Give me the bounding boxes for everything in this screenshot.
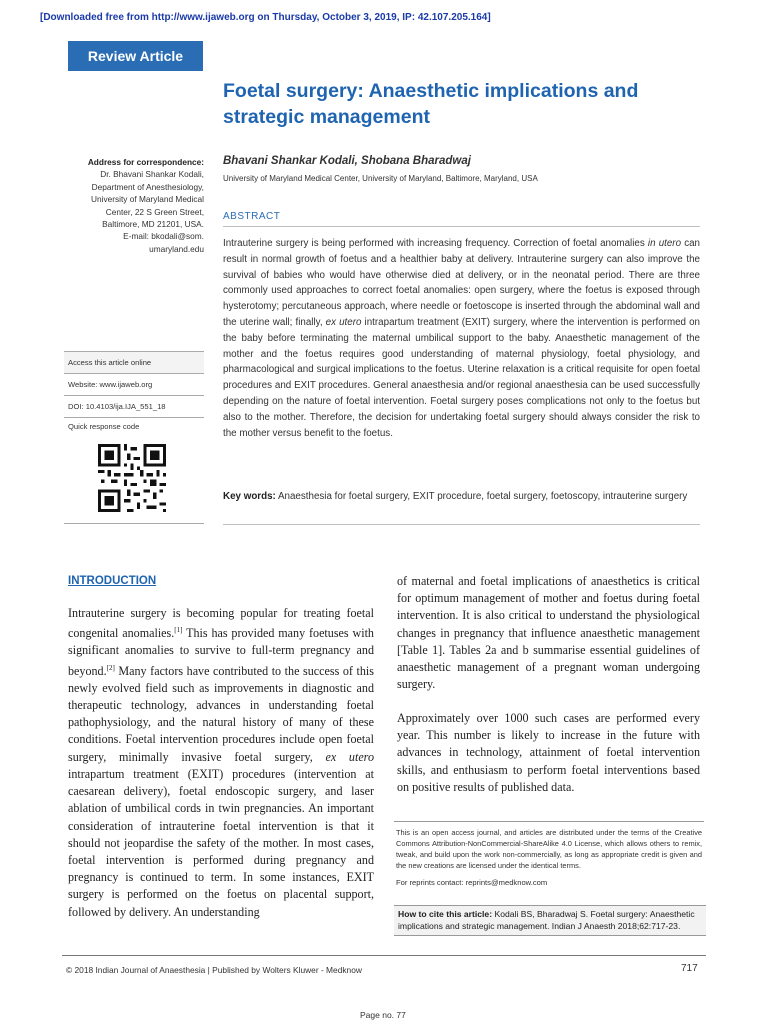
correspondence-block: Address for correspondence: Dr. Bhavani Shankar Kodali, Department of Anesthesiology, University of Maryland Medical Center, 22 S Green Street, Baltimore, MD 21201, USA. E-mail: bkodali@som. umaryland.edu	[62, 156, 204, 255]
doi-link[interactable]: DOI: 10.4103/ija.IJA_551_18	[64, 396, 204, 418]
affiliation: University of Maryland Medical Center, University of Maryland, Baltimore, Maryland, USA	[223, 174, 538, 183]
copyright: © 2018 Indian Journal of Anaesthesia | Published by Wolters Kluwer - Medknow	[66, 965, 362, 975]
article-title: Foetal surgery: Anaesthetic implications and strategic management	[223, 80, 639, 128]
divider	[223, 524, 700, 525]
citation-box: How to cite this article: Kodali BS, Bharadwaj S. Foetal surgery: Anaesthetic implications and strategic management. Indian J Anaesth 2018;62:717-23.	[394, 905, 706, 936]
citation-link[interactable]: [1]	[174, 626, 183, 635]
section-heading: INTRODUCTION	[68, 575, 157, 587]
access-panel	[64, 351, 204, 524]
body-column-right	[397, 710, 700, 796]
paragraph: of maternal and foetal implications of anaesthetics is critical for optimum management of mother and foetus during foetal intervention. It is also critical to understand the physiological changes in pregnancy that influence anaesthetic management [Table 1]. Tables 2a and b summarise essential guidelines of anaesthetic management of a pregnant woman undergoing surgery.	[397, 574, 700, 692]
keywords-label: Key words:	[223, 491, 276, 502]
email-link[interactable]: E-mail: bkodali@som.	[123, 231, 204, 242]
qr-label: Quick response code	[68, 422, 140, 431]
abstract-text: Intrauterine surgery is being performed with increasing frequency. Correction of foetal anomalies in utero can result in normal growth of foetus and a healthier baby at delivery. Intrauterine surgery can also improve the survival of babies who would have otherwise died at delivery, or in the neonatal period. There are three commonly used approaches to correct foetal anomalies: open surgery, where the foetus is exposed through hysterotomy; percutaneous approach, where needle or foetoscope is inserted through the abdominal wall and the uterine wall; finally, ex utero intrapartum treatment (EXIT) surgery, where the intervention is performed on the baby before terminating the maternal umbilical support to the baby. Anaesthetic management of the mother and the foetus requires good understanding of maternal physiology, foetal physiology, and pharmacological and surgical implications to the foetus. Uterine relaxation is a critical requisite for open foetal procedures and EXIT procedures. General anaesthesia and/or regional anaesthesia can be used successfully depending on the nature of foetal intervention. Foetal surgery poses complications not only to the foetus but also to the mother. Therefore, the decision for undertaking foetal surgery should always consider the risk to the mother versus benefit to the foetus.	[223, 238, 701, 439]
email-link[interactable]: umaryland.edu	[149, 243, 204, 254]
download-notice: [Downloaded free from http://www.ijaweb.org on Thursday, October 3, 2019, IP: 42.107.205.164]	[40, 12, 491, 23]
correspondence-heading: Address for correspondence:	[87, 157, 204, 167]
qr-code-icon[interactable]	[98, 444, 166, 512]
citation-link[interactable]: [2]	[106, 663, 115, 672]
paragraph: Intrauterine surgery is becoming popular for treating foetal congenital anomalies.[1] This has provided many foetuses with significant anomalies to survive to full-term pregnancy and beyond.[2] Many factors have contributed to the success of this newly evolved field such as improvements in diagnostic and therapeutic technology, advances in understanding foetal pathophysiology, and the natural history of many of these conditions. Foetal intervention procedures include open foetal surgery, minimally invasive foetal surgery, ex utero intrapartum treatment (EXIT) procedures (intervention at caesarean delivery), foetal endoscopic surgery, and laser ablation of umbilical cords in twin pregnancies. An important consideration of intrauterine foetal intervention is that it should not jeopardise the safety of the mother. In most cases, foetal intervention is performed during pregnancy and pregnancy is continued to term. In some instances, EXIT surgery is performed on the foetus on placental support, followed by delivery. An understanding	[68, 606, 374, 919]
website-link[interactable]: Website: www.ijaweb.org	[64, 374, 204, 396]
keywords: Key words: Anaesthesia for foetal surgery, EXIT procedure, foetal surgery, foetoscopy, intrauterine surgery	[223, 491, 688, 502]
paragraph: Approximately over 1000 such cases are performed every year. This number is likely to increase in the future with advances in technology, attainment of foetal intervention skills, and enthusiasm to perform foetal interventions based on positive results of published data.	[397, 711, 700, 794]
body-column-right	[397, 573, 700, 693]
access-heading: Access this article online	[64, 352, 204, 374]
page-label: Page no. 77	[360, 1010, 406, 1020]
reprints-contact: For reprints contact: reprints@medknow.com	[396, 878, 548, 887]
divider	[62, 955, 706, 956]
body-column-left	[68, 605, 374, 921]
divider	[223, 226, 700, 227]
cite-label: How to cite this article:	[398, 909, 493, 919]
page-number: 717	[681, 963, 698, 974]
article-type-badge: Review Article	[68, 41, 203, 71]
authors: Bhavani Shankar Kodali, Shobana Bharadwaj	[223, 155, 471, 167]
abstract-heading: ABSTRACT	[223, 211, 281, 222]
license-notice: This is an open access journal, and articles are distributed under the terms of the Creative Commons Attribution-NonCommercial-ShareAlike 4.0 License, which allows others to remix, tweak, and build upon the work non-commercially, as long as appropriate credit is given and the new creations are licensed under the identical terms.	[396, 828, 702, 870]
divider	[394, 821, 704, 822]
